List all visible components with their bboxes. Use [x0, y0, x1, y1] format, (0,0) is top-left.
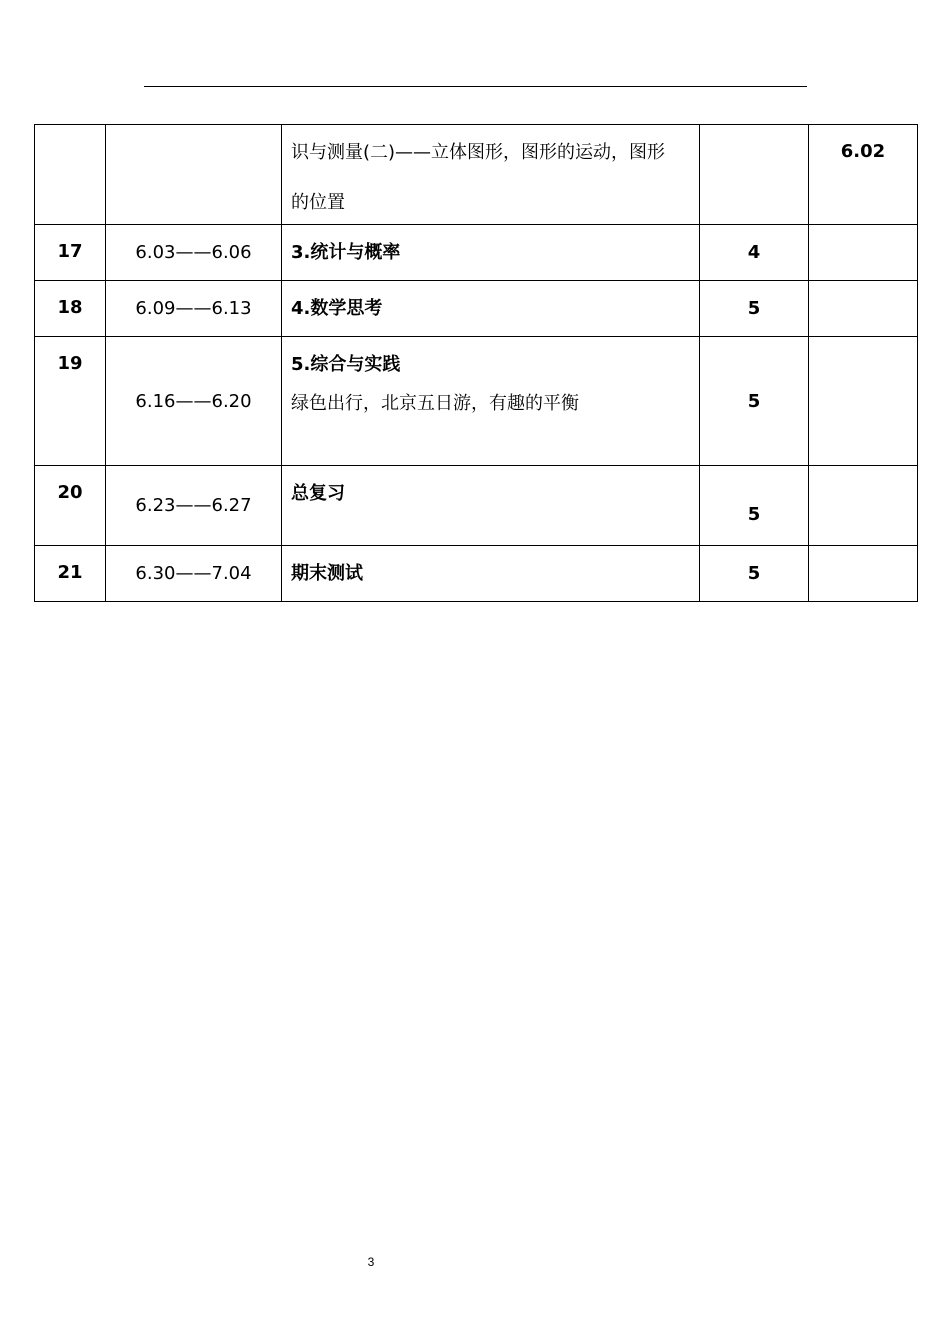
note-cell — [809, 337, 918, 466]
dates-cell: 6.16——6.20 — [106, 337, 282, 466]
hours-cell: 5 — [700, 466, 809, 546]
table-row — [35, 225, 918, 281]
week-cell — [35, 125, 106, 225]
dates-cell — [106, 125, 282, 225]
table-row — [35, 337, 918, 466]
content-cell — [282, 337, 700, 466]
hours-cell — [700, 125, 809, 225]
content-cell — [282, 225, 700, 281]
week-cell: 17 — [35, 225, 106, 281]
note-cell — [809, 225, 918, 281]
note-cell: 6.02 — [809, 125, 918, 225]
content-line: 期末测试 — [291, 563, 363, 584]
table-row — [35, 546, 918, 602]
note-cell — [809, 281, 918, 337]
hours-cell: 5 — [700, 337, 809, 466]
dates-cell: 6.30——7.04 — [106, 546, 282, 602]
page-number: 3 — [367, 1255, 375, 1269]
note-cell — [809, 546, 918, 602]
header-rule — [144, 86, 807, 87]
hours-cell: 5 — [700, 281, 809, 337]
hours-cell: 5 — [700, 546, 809, 602]
schedule-table — [34, 124, 918, 602]
content-line: 5.综合与实践 — [291, 354, 401, 375]
dates-cell: 6.09——6.13 — [106, 281, 282, 337]
table-row — [35, 125, 918, 225]
dates-cell: 6.23——6.27 — [106, 466, 282, 546]
hours-cell: 4 — [700, 225, 809, 281]
content-line: 3.统计与概率 — [291, 242, 401, 263]
content-line: 识与测量(二)——立体图形，图形的运动，图形 — [291, 142, 666, 163]
content-cell — [282, 125, 700, 225]
week-cell: 19 — [35, 337, 106, 466]
week-cell: 18 — [35, 281, 106, 337]
content-line: 4.数学思考 — [291, 298, 383, 319]
week-cell: 21 — [35, 546, 106, 602]
content-line: 绿色出行，北京五日游，有趣的平衡 — [291, 393, 579, 414]
content-cell — [282, 546, 700, 602]
table-row — [35, 281, 918, 337]
content-cell — [282, 281, 700, 337]
content-cell — [282, 466, 700, 546]
note-cell — [809, 466, 918, 546]
table-row — [35, 466, 918, 546]
dates-cell: 6.03——6.06 — [106, 225, 282, 281]
content-line: 总复习 — [291, 483, 345, 504]
week-cell: 20 — [35, 466, 106, 546]
content-line: 的位置 — [291, 192, 345, 213]
